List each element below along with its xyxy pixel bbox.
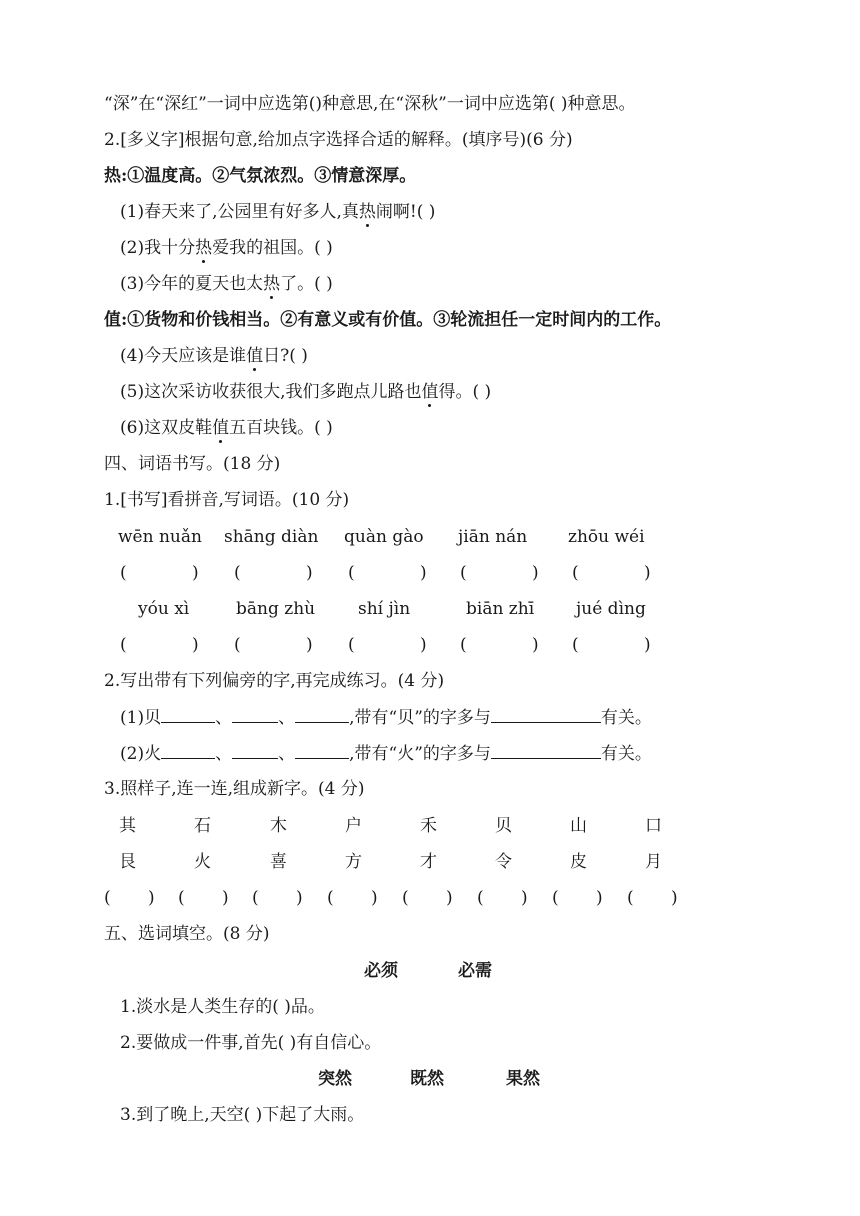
pinyin: wēn nuǎn [118,527,202,547]
word-choice: 果然 [506,1069,540,1089]
radical-item-2: (2)火 、 、 ,带有“火”的字多与 有关。 [120,744,652,764]
dotted-char: 热 [358,202,376,222]
answer-slot[interactable]: ( ) [348,563,427,583]
pinyin: bāng zhù [236,599,316,619]
component-char[interactable]: 皮 [570,852,587,872]
q1-tail-text: “深”在“深红”一词中应选第()种意思,在“深秋”一词中应选第( )种意思。 [104,94,636,114]
pinyin-row-2 [0,598,860,620]
radical-item-1: (1)贝 、 、 ,带有“贝”的字多与 有关。 [120,708,652,728]
pinyin: biān zhī [466,599,535,619]
component-char[interactable]: 贝 [495,816,512,836]
zhi-meanings: 值:①货物和价钱相当。②有意义或有价值。③轮流担任一定时间内的工作。 [104,310,672,330]
component-char[interactable]: 其 [119,816,136,836]
component-char[interactable]: 才 [420,852,437,872]
dotted-char: 热 [195,238,213,258]
pinyin: jiān nán [458,527,528,547]
answer-slot[interactable]: ( ) [460,635,539,655]
pinyin: shāng diàn [224,527,319,547]
answer-slot[interactable]: ( ) [327,888,378,908]
q2-title: 2.[多义字]根据句意,给加点字选择合适的解释。(填序号)(6 分) [104,130,573,150]
section5-title: 五、选词填空。(8 分) [104,924,270,944]
new-char-answer-row [0,887,860,909]
blank[interactable] [232,742,278,759]
word-choice: 必需 [458,961,492,981]
fill-item-1[interactable]: 1.淡水是人类生存的( )品。 [120,997,325,1017]
answer-slot[interactable]: ( ) [348,635,427,655]
component-row-top [0,815,860,837]
blank[interactable] [295,742,349,759]
pinyin: zhōu wéi [568,527,645,547]
re-meanings: 热:①温度高。②气氛浓烈。③情意深厚。 [104,166,417,186]
answer-slot[interactable]: ( ) [572,563,651,583]
answer-slot[interactable]: ( ) [120,563,199,583]
q2-item-1[interactable]: (1)春天来了,公园里有好多人,真热闹啊!( ) [120,202,436,222]
s4-q1-title: 1.[书写]看拼音,写词语。(10 分) [104,490,350,510]
component-char[interactable]: 山 [570,816,587,836]
word-choice: 既然 [410,1069,444,1089]
answer-slot[interactable]: ( ) [477,888,528,908]
blank[interactable] [491,742,601,759]
answer-slot[interactable]: ( ) [552,888,603,908]
answer-slot[interactable]: ( ) [104,888,155,908]
dotted-char: 热 [263,274,281,294]
answer-slot[interactable]: ( ) [120,635,199,655]
answer-slot[interactable]: ( ) [627,888,678,908]
q2-item-3[interactable]: (3)今年的夏天也太热了。( ) [120,274,333,294]
answer-slot[interactable]: ( ) [234,635,313,655]
component-char[interactable]: 户 [345,816,362,836]
word-choice: 必须 [364,961,398,981]
answer-slot[interactable]: ( ) [460,563,539,583]
component-char[interactable]: 火 [194,852,211,872]
component-char[interactable]: 喜 [270,852,287,872]
answer-row-2 [0,634,860,656]
pinyin: quàn gào [344,527,424,547]
q2-item-4[interactable]: (4)今天应该是谁值日?( ) [120,346,308,366]
pinyin: jué dìng [576,599,646,619]
q2-item-6[interactable]: (6)这双皮鞋值五百块钱。( ) [120,418,333,438]
blank[interactable] [491,706,601,723]
component-char[interactable]: 艮 [119,852,136,872]
word-choices-2 [0,1068,860,1090]
pinyin: shí jìn [358,599,411,619]
q2-item-2[interactable]: (2)我十分热爱我的祖国。( ) [120,238,333,258]
section4-title: 四、词语书写。(18 分) [104,454,281,474]
s4-q2-title: 2.写出带有下列偏旁的字,再完成练习。(4 分) [104,671,445,691]
fill-item-3[interactable]: 3.到了晚上,天空( )下起了大雨。 [120,1105,365,1125]
answer-slot[interactable]: ( ) [252,888,303,908]
component-char[interactable]: 月 [645,852,662,872]
answer-row-1 [0,562,860,584]
blank[interactable] [161,742,215,759]
q2-item-5[interactable]: (5)这次采访收获很大,我们多跑点儿路也值得。( ) [120,382,492,402]
component-char[interactable]: 口 [645,816,662,836]
blank[interactable] [232,706,278,723]
component-char[interactable]: 石 [194,816,211,836]
dotted-char: 值 [212,418,230,438]
s4-q3-title: 3.照样子,连一连,组成新字。(4 分) [104,779,365,799]
pinyin-row-1 [0,526,860,548]
answer-slot[interactable]: ( ) [402,888,453,908]
dotted-char: 值 [246,346,264,366]
component-char[interactable]: 禾 [420,816,437,836]
answer-slot[interactable]: ( ) [234,563,313,583]
word-choice: 突然 [318,1069,352,1089]
component-char[interactable]: 方 [345,852,362,872]
dotted-char: 值 [421,382,439,402]
word-choices-1 [0,960,860,982]
component-row-bottom [0,851,860,873]
pinyin: yóu xì [138,599,190,619]
component-char[interactable]: 木 [270,816,287,836]
answer-slot[interactable]: ( ) [178,888,229,908]
component-char[interactable]: 令 [495,852,512,872]
answer-slot[interactable]: ( ) [572,635,651,655]
fill-item-2[interactable]: 2.要做成一件事,首先( )有自信心。 [120,1033,382,1053]
blank[interactable] [161,706,215,723]
blank[interactable] [295,706,349,723]
